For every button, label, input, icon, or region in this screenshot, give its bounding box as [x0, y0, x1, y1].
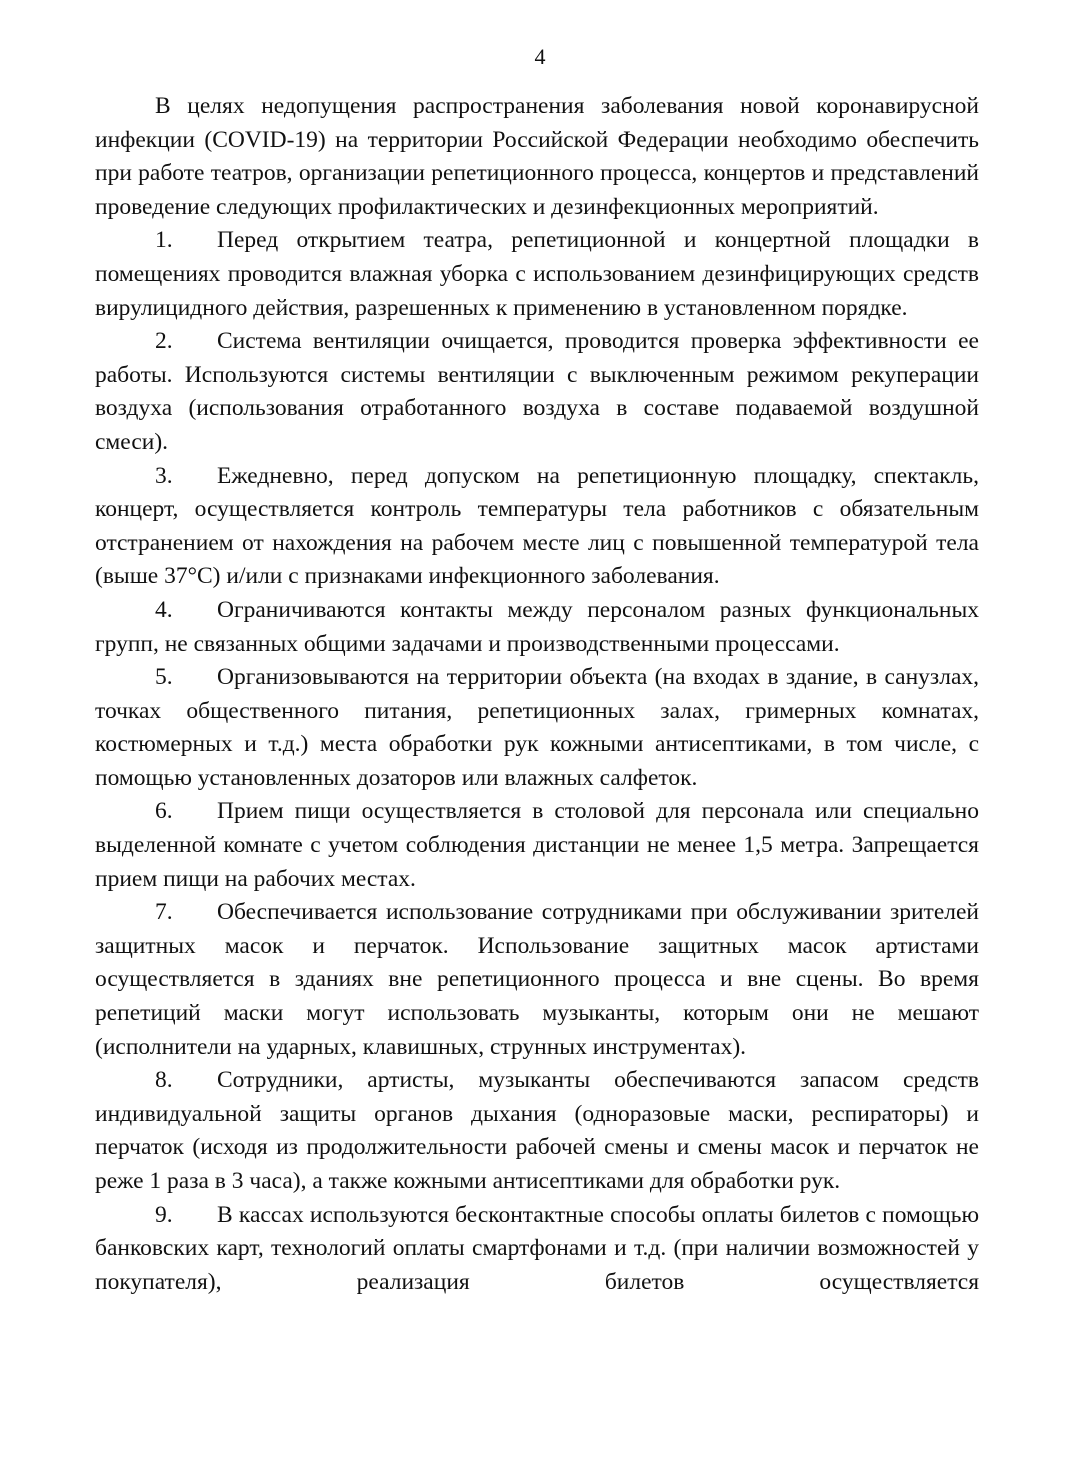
item-text: Сотрудники, артисты, музыканты обеспечиваются запасом средств индивидуальной защиты органов дыхания (одноразовые маски, респираторы) и перчаток (исходя из продолжительности рабочей смены и смены масок и перчаток не реже 1 раза в 3 часа), а также кожными антисептиками для обработки рук.	[95, 1067, 979, 1194]
item-number: 5.	[155, 664, 173, 691]
item-number: 2.	[155, 328, 173, 355]
item-number: 3.	[155, 462, 173, 489]
list-item-4	[95, 594, 979, 661]
item-number: 7.	[155, 899, 173, 926]
item-text: В кассах используются бесконтактные способы оплаты билетов с помощью банковских карт, технологий оплаты смартфонами и т.д. (при наличии возможностей у покупателя), реализация билетов осуществляется	[95, 1201, 979, 1295]
item-text: Ежедневно, перед допуском на репетиционную площадку, спектакль, концерт, осуществляется контроль температуры тела работников с обязательным отстранением от нахождения на рабочем месте лиц с повышенной температурой тела (выше 37°С) и/или с признаками инфекционного заболевания.	[95, 462, 979, 590]
item-number: 9.	[155, 1201, 173, 1228]
item-text: Обеспечивается использование сотрудниками при обслуживании зрителей защитных масок и перчаток. Использование защитных масок артистами осуществляется в зданиях вне репетиционного процесса и вне сцены. Во время репетиций маски могут использовать музыканты, которым они не мешают (исполнители на ударных, клавишных, струнных инструментах).	[95, 899, 979, 1060]
list-item-5	[95, 661, 979, 795]
item-text: Система вентиляции очищается, проводится проверка эффективности ее работы. Используются системы вентиляции с выключенным режимом рекуперации воздуха (использования отработанного воздуха в составе подаваемой воздушной смеси).	[95, 328, 979, 455]
intro-paragraph: В целях недопущения распространения заболевания новой коронавирусной инфекции (COVID-19) на территории Российской Федерации необходимо обеспечить при работе театров, организации репетиционного процесса, концертов и представлений проведение следующих профилактических и дезинфекционных мероприятий.	[95, 93, 979, 220]
list-item-6	[95, 795, 979, 896]
item-number: 6.	[155, 798, 173, 825]
item-text: Организовываются на территории объекта (на входах в здание, в санузлах, точках общественного питания, репетиционных залах, гримерных комнатах, костюмерных и т.д.) места обработки рук кожными антисептиками, в том числе, с помощью установленных дозаторов или влажных салфеток.	[95, 664, 979, 791]
document-body	[95, 90, 979, 1299]
item-number: 8.	[155, 1067, 173, 1094]
item-number: 1.	[155, 227, 173, 254]
item-text: Перед открытием театра, репетиционной и концертной площадки в помещениях проводится влажная уборка с использованием дезинфицирующих средств вирулицидного действия, разрешенных к применению в установленном порядке.	[95, 227, 979, 321]
item-text: Ограничиваются контакты между персоналом разных функциональных групп, не связанных общими задачами и производственными процессами.	[95, 596, 979, 657]
page-number: 4	[534, 44, 546, 69]
list-item-3	[95, 460, 979, 594]
list-item-2	[95, 325, 979, 459]
list-item-1	[95, 224, 979, 325]
list-item-8	[95, 1064, 979, 1198]
item-number: 4.	[155, 596, 173, 623]
list-item-9	[95, 1199, 979, 1300]
item-text: Прием пищи осуществляется в столовой для персонала или специально выделенной комнате с учетом соблюдения дистанции не менее 1,5 метра. Запрещается прием пищи на рабочих местах.	[95, 798, 979, 892]
list-item-7	[95, 896, 979, 1064]
